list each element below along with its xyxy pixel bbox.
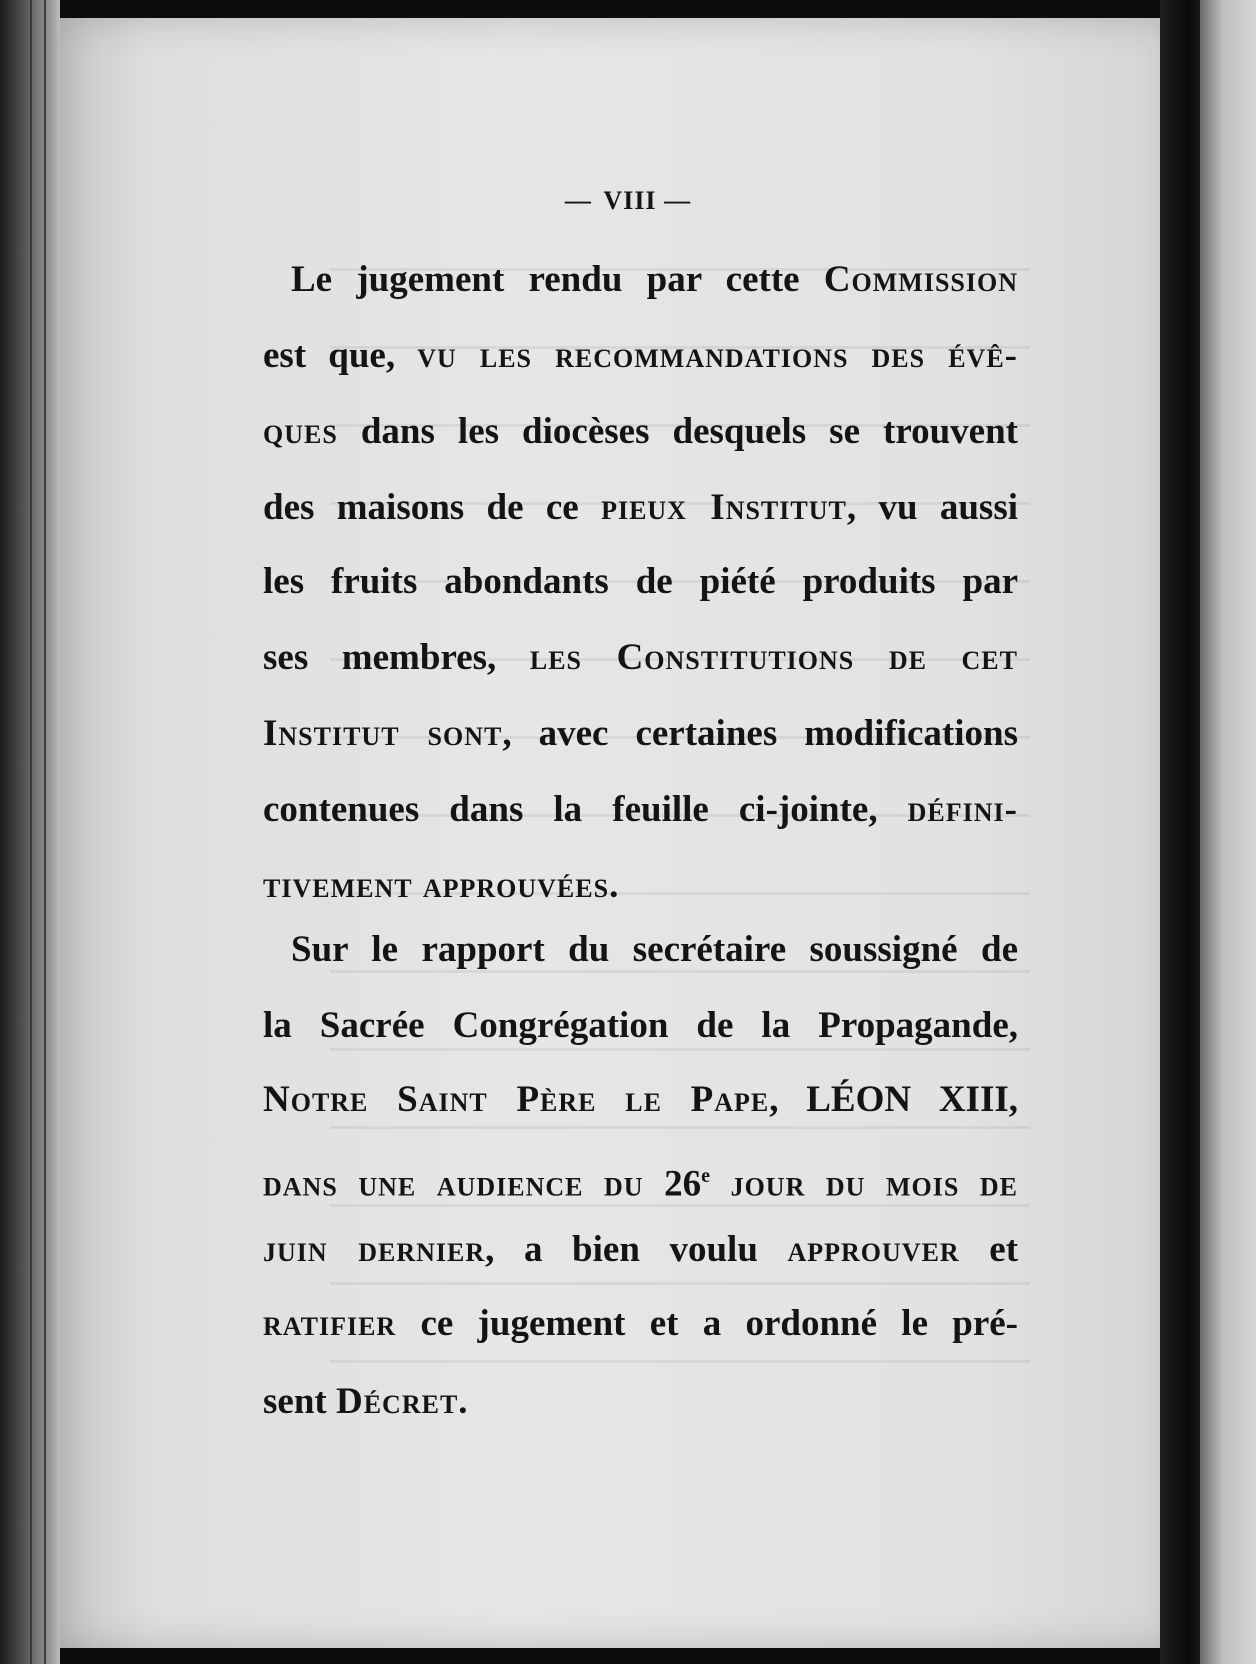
small-caps-text: ques (263, 411, 338, 452)
text-segment: Sur le rapport du secrétaire soussigné de (291, 929, 1018, 970)
text-segment: ce jugement et a ordonné le pré- (396, 1303, 1018, 1344)
text-segment: ses membres, (263, 637, 530, 678)
text-segment: e (701, 1165, 711, 1187)
text-line (263, 928, 1018, 972)
small-caps-text: Institut sont (263, 713, 503, 754)
text-line (263, 486, 1018, 530)
small-caps-text: jour du mois de (710, 1163, 1018, 1205)
text-segment: , LÉON XIII, (769, 1079, 1018, 1120)
text-line (263, 334, 1018, 378)
text-segment: dans les diocèses desquels se trouvent (337, 411, 1018, 452)
page-edge-line (30, 0, 32, 1664)
small-caps-text: juin dernier (263, 1229, 486, 1270)
text-line (263, 788, 1018, 832)
text-segment: . (458, 1381, 468, 1422)
text-segment: sent (263, 1381, 336, 1422)
text-line (263, 1302, 1018, 1346)
text-segment: . (609, 865, 619, 906)
text-line (263, 410, 1018, 454)
text-segment: , vu aussi (846, 487, 1019, 528)
text-line (263, 636, 1018, 680)
small-caps-text: les Constitutions de cet (529, 637, 1018, 678)
page-number-text: VIII (603, 186, 657, 215)
text-segment: , avec certaines modifications (502, 713, 1018, 754)
small-caps-text: Décret (335, 1381, 459, 1422)
text-line (263, 1004, 1018, 1048)
text-line (263, 1380, 1018, 1424)
text-segment: la Sacrée Congrégation de la Propagande, (263, 1005, 1018, 1046)
book-gutter-left (0, 0, 60, 1664)
small-caps-text: dans une audience du (263, 1163, 665, 1205)
text-segment: , a bien voulu (485, 1229, 788, 1270)
text-segment: Le jugement rendu par cette (291, 259, 824, 300)
small-caps-text: Notre Saint Père le Pape (263, 1079, 770, 1120)
page-number: — VIII — (564, 186, 692, 215)
text-line (263, 1228, 1018, 1272)
text-line (263, 712, 1018, 756)
small-caps-text: tivement approuvées (263, 865, 610, 906)
text-segment: les fruits abondants de piété produits par (263, 561, 1018, 602)
facing-page-edge (1200, 0, 1256, 1664)
text-line (263, 864, 1018, 908)
text-segment: et (959, 1229, 1019, 1270)
text-line (263, 1078, 1018, 1122)
text-segment: 26 (664, 1163, 702, 1205)
page-edge-line (44, 0, 46, 1664)
small-caps-text: vu les recommandations des évê- (417, 335, 1018, 376)
small-caps-text: approuver (787, 1229, 960, 1270)
text-line (263, 258, 1018, 302)
text-segment: est que, (263, 335, 418, 376)
small-caps-text: pieux Institut (601, 487, 847, 528)
small-caps-text: défini- (907, 789, 1018, 830)
text-segment: contenues dans la feuille ci-jointe, (263, 789, 908, 830)
small-caps-text: ratifier (263, 1303, 397, 1344)
small-caps-text: Commission (823, 259, 1018, 300)
text-line (263, 560, 1018, 604)
text-segment: des maisons de ce (263, 487, 602, 528)
text-line (263, 1154, 1018, 1206)
